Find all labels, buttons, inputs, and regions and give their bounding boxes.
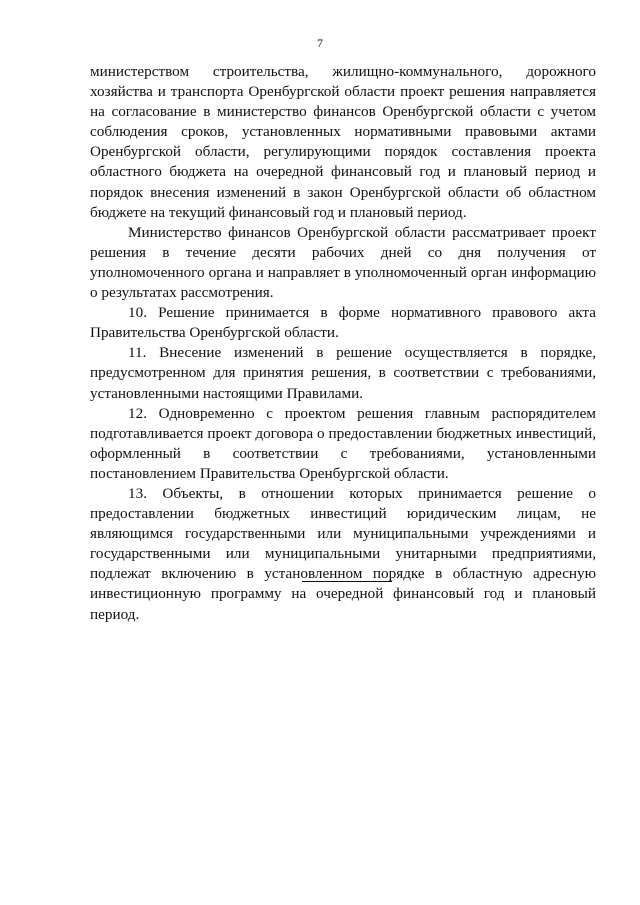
paragraph-ministry-review: Министерство финансов Оренбургской области рассматривает проект решения в течение десяти рабочих дней со дня получения от уполномоченного органа и направляет в уполномоченный орган информацию о результатах рассмотрения. bbox=[90, 223, 596, 302]
paragraph-item-11: 11. Внесение изменений в решение осуществляется в порядке, предусмотренном для принятия решения, в соответствии с требованиями, установленными настоящими Правилами. bbox=[90, 344, 596, 402]
paragraph-continuation: министерством строительства, жилищно-коммунального, дорожного хозяйства и транспорта Оренбургской области проект решения направляется на согласование в министерство финансов Оренбургской области с учетом соблюдения сроков, установленных нормативными правовыми актами Оренбургской области, регулирующими порядок составления проекта областного бюджета на очередной финансовый год и плановый период и порядок внесения изменений в закон Оренбургской области об областном бюджете на текущий финансовый год и плановый период. bbox=[90, 63, 596, 221]
document-body bbox=[90, 62, 596, 625]
end-of-document-rule bbox=[302, 581, 392, 582]
page-number: 7 bbox=[317, 36, 323, 50]
paragraph-item-13: 13. Объекты, в отношении которых принимается решение о предоставлении бюджетных инвестиций юридическим лицам, не являющимся государственными или муниципальными учреждениями и государственными или муниципальными унитарными предприятиями, подлежат включению в установленном порядке в областную адресную инвестиционную программу на очередной финансовый год и плановый период. bbox=[90, 484, 596, 623]
paragraph-item-10: 10. Решение принимается в форме нормативного правового акта Правительства Оренбургской области. bbox=[90, 304, 596, 342]
paragraph-item-12: 12. Одновременно с проектом решения главным распорядителем подготавливается проект договора о предоставлении бюджетных инвестиций, оформленный в соответствии с требованиями, установленными постановлением Правительства Оренбургской области. bbox=[90, 404, 596, 482]
